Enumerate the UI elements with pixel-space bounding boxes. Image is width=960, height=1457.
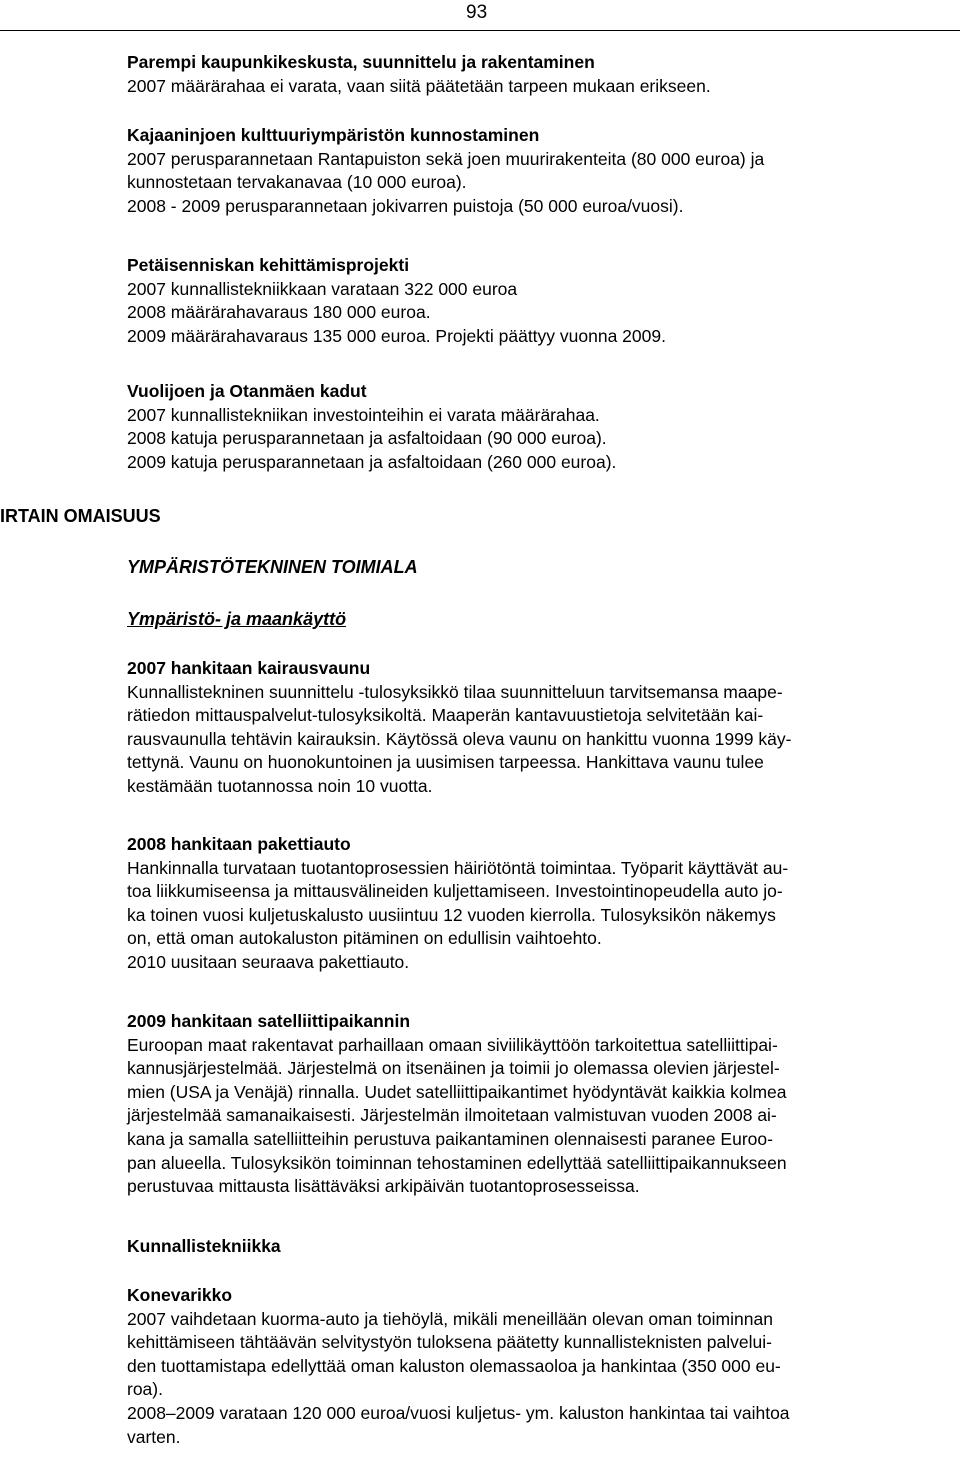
section-heading: Kajaaninjoen kulttuuriympäristön kunnostaminen bbox=[127, 125, 540, 145]
header-rule bbox=[0, 30, 960, 31]
kunnallistekniikka-heading: Kunnallistekniikka bbox=[127, 1236, 281, 1256]
text-line: roa). bbox=[127, 1379, 163, 1400]
text-line: on, että oman autokaluston pitäminen on edullisin vaihtoehto. bbox=[127, 928, 602, 949]
text-line: Hankinnalla turvataan tuotantoprosessien häiriötöntä toimintaa. Työparit käyttävät au- bbox=[127, 857, 789, 878]
text-line: mien (USA ja Venäjä) rinnalla. Uudet satelliittipaikantimet hyödyntävät kaikkia kolmea bbox=[127, 1081, 787, 1102]
text-line: Euroopan maat rakentavat parhaillaan omaan siviilikäyttöön tarkoitettua satelliittipai- bbox=[127, 1034, 778, 1055]
page-number: 93 bbox=[466, 2, 488, 23]
subdivision-title: Ympäristö- ja maankäyttö bbox=[127, 609, 347, 629]
section-heading: Petäisenniskan kehittämisprojekti bbox=[127, 255, 410, 275]
text-line: 2008–2009 varataan 120 000 euroa/vuosi kuljetus- ym. kaluston hankintaa tai vaihtoa bbox=[127, 1402, 790, 1423]
subsection-heading: Konevarikko bbox=[127, 1285, 233, 1305]
section-petaisenniska bbox=[127, 254, 957, 348]
text-line: 2010 uusitaan seuraava pakettiauto. bbox=[127, 951, 410, 972]
text-line: varten. bbox=[127, 1426, 181, 1447]
subsection-kairausvaunu bbox=[127, 657, 957, 799]
text-line: kana ja samalla satelliitteihin perustuva paikantaminen olennaisesti paranee Euroo- bbox=[127, 1128, 773, 1149]
text-line: 2007 perusparannetaan Rantapuiston sekä joen muurirakenteita (80 000 euroa) ja bbox=[127, 148, 765, 169]
text-line: ka toinen vuosi kuljetuskalusto uusiintuu 12 vuoden kierrolla. Tulosyksikön näkemys bbox=[127, 904, 776, 925]
division-title: YMPÄRISTÖTEKNINEN TOIMIALA bbox=[127, 557, 418, 577]
text-line: rausvaunulla tehtävin kairauksin. Käytössä oleva vaunu on hankittu vuonna 1999 käy- bbox=[127, 728, 792, 749]
text-line: 2008 - 2009 perusparannetaan jokivarren puistoja (50 000 euroa/vuosi). bbox=[127, 195, 684, 216]
text-line: den tuottamistapa edellyttää oman kaluston olemassaoloa ja hankintaa (350 000 eu- bbox=[127, 1355, 781, 1376]
text-line: kunnostetaan tervakanavaa (10 000 euroa). bbox=[127, 172, 467, 193]
section-vuolijoki-otanmaki bbox=[127, 380, 957, 474]
text-line: kestämään tuotannossa noin 10 vuotta. bbox=[127, 775, 433, 796]
side-label: IRTAIN OMAISUUS bbox=[0, 506, 161, 526]
section-parempi-kaupunkikeskusta bbox=[127, 51, 957, 98]
text-line: 2008 katuja perusparannetaan ja asfaltoidaan (90 000 euroa). bbox=[127, 428, 607, 449]
subsection-konevarikko bbox=[127, 1284, 957, 1449]
text-line: rätiedon mittauspalvelut-tulosyksikoltä. Maaperän kantavuustietoja selvitetään kai- bbox=[127, 705, 764, 726]
text-line: perustuvaa mittausta lisättäväksi arkipäivän tuotantoprosesseissa. bbox=[127, 1176, 640, 1197]
text-line: 2007 määrärahaa ei varata, vaan siitä päätetään tarpeen mukaan erikseen. bbox=[127, 75, 711, 96]
subsection-satelliittipaikannin bbox=[127, 1010, 957, 1199]
subsection-heading: 2008 hankitaan pakettiauto bbox=[127, 834, 351, 854]
subsection-heading: 2007 hankitaan kairausvaunu bbox=[127, 658, 371, 678]
section-kajaaninjoki bbox=[127, 124, 957, 218]
text-line: pan alueella. Tulosyksikön toiminnan tehostaminen edellyttää satelliittipaikannukseen bbox=[127, 1152, 787, 1173]
subsection-heading: 2009 hankitaan satelliittipaikannin bbox=[127, 1011, 411, 1031]
text-line: toa liikkumiseensa ja mittausvälineiden kuljettamiseen. Investointinopeudella auto jo- bbox=[127, 881, 783, 902]
section-heading: Vuolijoen ja Otanmäen kadut bbox=[127, 381, 367, 401]
text-line: 2009 katuja perusparannetaan ja asfaltoidaan (260 000 euroa). bbox=[127, 451, 617, 472]
text-line: 2009 määrärahavaraus 135 000 euroa. Projekti päättyy vuonna 2009. bbox=[127, 325, 666, 346]
text-line: tettynä. Vaunu on huonokuntoinen ja uusimisen tarpeessa. Hankittava vaunu tulee bbox=[127, 752, 764, 773]
text-line: kannusjärjestelmää. Järjestelmä on itsenäinen ja toimii jo olemassa olevien järjestel- bbox=[127, 1058, 780, 1079]
text-line: 2007 vaihdetaan kuorma-auto ja tiehöylä, mikäli meneillään olevan oman toiminnan bbox=[127, 1308, 773, 1329]
text-line: järjestelmää samanaikaisesti. Järjestelmän ilmoitetaan valmistuvan vuoden 2008 ai- bbox=[127, 1105, 777, 1126]
text-line: 2007 kunnallistekniikkaan varataan 322 000 euroa bbox=[127, 278, 518, 299]
text-line: 2008 määrärahavaraus 180 000 euroa. bbox=[127, 302, 431, 323]
section-heading: Parempi kaupunkikeskusta, suunnittelu ja rakentaminen bbox=[127, 52, 595, 72]
text-line: 2007 kunnallistekniikan investointeihin ei varata määrärahaa. bbox=[127, 404, 600, 425]
subsection-pakettiauto bbox=[127, 833, 957, 975]
text-line: kehittämiseen tähtäävän selvitystyön tuloksena päätetty kunnallisteknisten palvelui- bbox=[127, 1332, 772, 1353]
text-line: Kunnallistekninen suunnittelu -tulosyksikkö tilaa suunnitteluun tarvitsemansa maape- bbox=[127, 681, 783, 702]
